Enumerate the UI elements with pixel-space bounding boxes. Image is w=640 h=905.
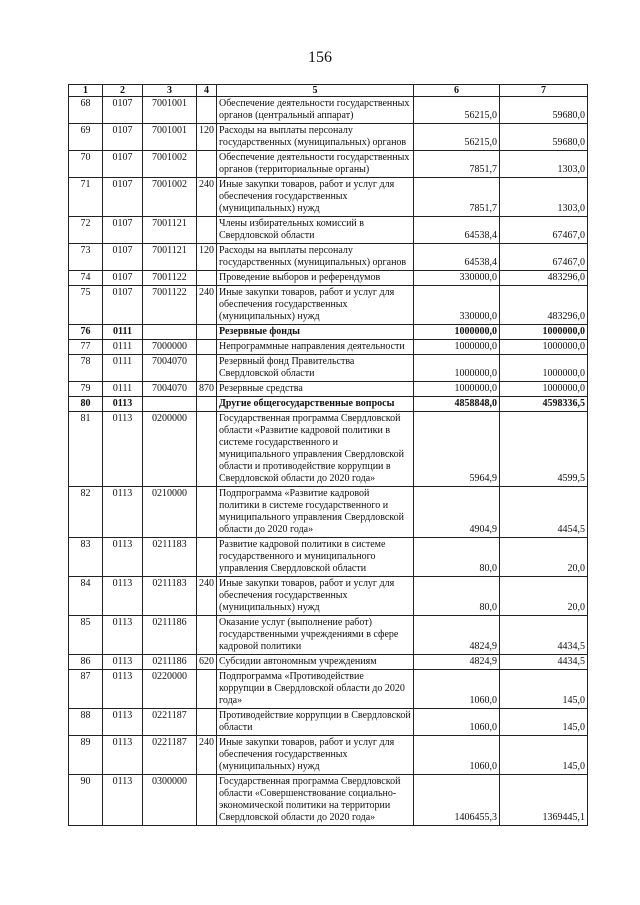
amount-year2-cell: 1303,0 [500,151,588,178]
amount-year1-cell: 4858848,0 [414,397,500,412]
table-row [69,382,588,397]
item-name-cell: Иные закупки товаров, работ и услуг для обеспечения государственных (муниципальных) нужд [217,286,414,325]
table-row [69,538,588,577]
expense-type-cell [197,412,217,487]
target-article-cell [143,397,197,412]
expense-type-cell [197,355,217,382]
target-article-cell: 7001122 [143,271,197,286]
target-article-cell: 0220000 [143,670,197,709]
table-row [69,616,588,655]
target-article-cell: 0211183 [143,577,197,616]
amount-year1-cell: 4824,9 [414,655,500,670]
item-name-cell: Государственная программа Свердловской области «Совершенствование социально-экономической политики на территории Свердловской области до 2020 года» [217,775,414,826]
section-code-cell: 0113 [103,397,143,412]
amount-year2-cell: 67467,0 [500,244,588,271]
section-code-cell: 0111 [103,382,143,397]
target-article-cell: 0210000 [143,487,197,538]
section-code-cell: 0113 [103,670,143,709]
target-article-cell: 0211186 [143,616,197,655]
item-name-cell: Субсидии автономным учреждениям [217,655,414,670]
section-code-cell: 0107 [103,286,143,325]
section-code-cell: 0113 [103,655,143,670]
target-article-cell: 7001122 [143,286,197,325]
item-name-cell: Государственная программа Свердловской области «Развитие кадровой политики в системе государственного и муниципального управления Свердловской области и противодействие коррупции в Свердловской области до 2020 года» [217,412,414,487]
amount-year1-cell: 4824,9 [414,616,500,655]
amount-year1-cell: 56215,0 [414,124,500,151]
section-code-cell: 0107 [103,217,143,244]
amount-year2-cell: 20,0 [500,538,588,577]
expense-type-cell: 240 [197,286,217,325]
col-header-7: 7 [500,85,588,97]
target-article-cell: 7001121 [143,217,197,244]
expense-type-cell [197,325,217,340]
table-row [69,655,588,670]
amount-year1-cell: 64538,4 [414,217,500,244]
amount-year2-cell: 1000000,0 [500,382,588,397]
expense-type-cell: 240 [197,736,217,775]
item-name-cell: Обеспечение деятельности государственных органов (территориальные органы) [217,151,414,178]
target-article-cell: 7000000 [143,340,197,355]
target-article-cell: 0211186 [143,655,197,670]
table-row [69,340,588,355]
table-row [69,286,588,325]
row-number-cell: 87 [69,670,103,709]
section-code-cell: 0111 [103,355,143,382]
item-name-cell: Расходы на выплаты персоналу государственных (муниципальных) органов [217,124,414,151]
amount-year1-cell: 1060,0 [414,670,500,709]
section-code-cell: 0113 [103,412,143,487]
amount-year1-cell: 5964,9 [414,412,500,487]
section-code-cell: 0107 [103,151,143,178]
item-name-cell: Другие общегосударственные вопросы [217,397,414,412]
amount-year1-cell: 330000,0 [414,286,500,325]
item-name-cell: Резервные средства [217,382,414,397]
item-name-cell: Иные закупки товаров, работ и услуг для обеспечения государственных (муниципальных) нужд [217,178,414,217]
section-code-cell: 0107 [103,244,143,271]
col-header-3: 3 [143,85,197,97]
target-article-cell: 7004070 [143,382,197,397]
row-number-cell: 81 [69,412,103,487]
target-article-cell: 0200000 [143,412,197,487]
table-row [69,775,588,826]
item-name-cell: Иные закупки товаров, работ и услуг для обеспечения государственных (муниципальных) нужд [217,736,414,775]
amount-year2-cell: 1000000,0 [500,340,588,355]
section-code-cell: 0113 [103,538,143,577]
col-header-2: 2 [103,85,143,97]
amount-year2-cell: 1000000,0 [500,325,588,340]
amount-year2-cell: 4434,5 [500,655,588,670]
row-number-cell: 88 [69,709,103,736]
section-code-cell: 0107 [103,97,143,124]
table-row [69,217,588,244]
section-code-cell: 0107 [103,271,143,286]
amount-year2-cell: 4598336,5 [500,397,588,412]
table-row [69,97,588,124]
amount-year1-cell: 330000,0 [414,271,500,286]
table-row [69,412,588,487]
section-code-cell: 0113 [103,775,143,826]
target-article-cell: 0300000 [143,775,197,826]
expense-type-cell [197,97,217,124]
row-number-cell: 68 [69,97,103,124]
amount-year1-cell: 64538,4 [414,244,500,271]
target-article-cell [143,325,197,340]
target-article-cell: 7001001 [143,124,197,151]
section-code-cell: 0113 [103,616,143,655]
item-name-cell: Члены избирательных комиссий в Свердловской области [217,217,414,244]
table-row [69,736,588,775]
amount-year2-cell: 1369445,1 [500,775,588,826]
amount-year1-cell: 1000000,0 [414,340,500,355]
target-article-cell: 0221187 [143,709,197,736]
row-number-cell: 85 [69,616,103,655]
section-code-cell: 0113 [103,577,143,616]
table-row [69,355,588,382]
amount-year1-cell: 7851,7 [414,178,500,217]
table-body [69,97,588,826]
target-article-cell: 7001002 [143,151,197,178]
amount-year1-cell: 1000000,0 [414,325,500,340]
table-row [69,151,588,178]
expense-type-cell [197,217,217,244]
amount-year2-cell: 483296,0 [500,286,588,325]
col-header-4: 4 [197,85,217,97]
expense-type-cell [197,616,217,655]
expense-type-cell: 120 [197,244,217,271]
col-header-6: 6 [414,85,500,97]
row-number-cell: 72 [69,217,103,244]
expense-type-cell [197,709,217,736]
section-code-cell: 0111 [103,340,143,355]
amount-year2-cell: 4599,5 [500,412,588,487]
amount-year1-cell: 1000000,0 [414,355,500,382]
item-name-cell: Резервные фонды [217,325,414,340]
expense-type-cell: 240 [197,178,217,217]
target-article-cell: 7001001 [143,97,197,124]
expense-type-cell [197,538,217,577]
amount-year2-cell: 4434,5 [500,616,588,655]
row-number-cell: 79 [69,382,103,397]
row-number-cell: 84 [69,577,103,616]
amount-year1-cell: 56215,0 [414,97,500,124]
item-name-cell: Обеспечение деятельности государственных органов (центральный аппарат) [217,97,414,124]
item-name-cell: Непрограммные направления деятельности [217,340,414,355]
item-name-cell: Оказание услуг (выполнение работ) государственными учреждениями в сфере кадровой политики [217,616,414,655]
amount-year2-cell: 483296,0 [500,271,588,286]
expense-type-cell [197,487,217,538]
section-code-cell: 0107 [103,124,143,151]
section-code-cell: 0113 [103,709,143,736]
amount-year2-cell: 4454,5 [500,487,588,538]
row-number-cell: 76 [69,325,103,340]
section-code-cell: 0107 [103,178,143,217]
amount-year2-cell: 59680,0 [500,97,588,124]
expense-type-cell [197,271,217,286]
row-number-cell: 73 [69,244,103,271]
amount-year2-cell: 145,0 [500,736,588,775]
expense-type-cell: 620 [197,655,217,670]
table-row [69,397,588,412]
row-number-cell: 83 [69,538,103,577]
budget-table [68,84,588,826]
row-number-cell: 90 [69,775,103,826]
table-row [69,178,588,217]
expense-type-cell: 870 [197,382,217,397]
amount-year1-cell: 1060,0 [414,709,500,736]
amount-year1-cell: 7851,7 [414,151,500,178]
item-name-cell: Расходы на выплаты персоналу государственных (муниципальных) органов [217,244,414,271]
item-name-cell: Подпрограмма «Развитие кадровой политики в системе государственного и муниципального управления Свердловской области до 2020 года» [217,487,414,538]
expense-type-cell [197,151,217,178]
target-article-cell: 0221187 [143,736,197,775]
amount-year1-cell: 1000000,0 [414,382,500,397]
target-article-cell: 7001002 [143,178,197,217]
row-number-cell: 89 [69,736,103,775]
amount-year2-cell: 145,0 [500,709,588,736]
item-name-cell: Подпрограмма «Противодействие коррупции в Свердловской области до 2020 года» [217,670,414,709]
row-number-cell: 80 [69,397,103,412]
table-row [69,487,588,538]
expense-type-cell: 120 [197,124,217,151]
item-name-cell: Резервный фонд Правительства Свердловской области [217,355,414,382]
section-code-cell: 0113 [103,736,143,775]
item-name-cell: Развитие кадровой политики в системе государственного и муниципального управления Свердловской области [217,538,414,577]
amount-year1-cell: 4904,9 [414,487,500,538]
table-row [69,124,588,151]
table-row [69,670,588,709]
table-row [69,709,588,736]
amount-year2-cell: 145,0 [500,670,588,709]
row-number-cell: 69 [69,124,103,151]
amount-year1-cell: 1406455,3 [414,775,500,826]
amount-year1-cell: 1060,0 [414,736,500,775]
section-code-cell: 0111 [103,325,143,340]
row-number-cell: 75 [69,286,103,325]
item-name-cell: Противодействие коррупции в Свердловской области [217,709,414,736]
row-number-cell: 78 [69,355,103,382]
target-article-cell: 0211183 [143,538,197,577]
row-number-cell: 74 [69,271,103,286]
expense-type-cell [197,670,217,709]
amount-year2-cell: 20,0 [500,577,588,616]
row-number-cell: 82 [69,487,103,538]
row-number-cell: 77 [69,340,103,355]
page-number: 156 [308,49,332,66]
row-number-cell: 70 [69,151,103,178]
col-header-5: 5 [217,85,414,97]
table-row [69,325,588,340]
item-name-cell: Проведение выборов и референдумов [217,271,414,286]
expense-type-cell [197,397,217,412]
amount-year1-cell: 80,0 [414,577,500,616]
row-number-cell: 71 [69,178,103,217]
expense-type-cell [197,340,217,355]
amount-year1-cell: 80,0 [414,538,500,577]
table-header-row [69,85,588,97]
expense-type-cell: 240 [197,577,217,616]
amount-year2-cell: 67467,0 [500,217,588,244]
section-code-cell: 0113 [103,487,143,538]
table-row [69,244,588,271]
expense-type-cell [197,775,217,826]
col-header-1: 1 [69,85,103,97]
target-article-cell: 7004070 [143,355,197,382]
amount-year2-cell: 1303,0 [500,178,588,217]
target-article-cell: 7001121 [143,244,197,271]
row-number-cell: 86 [69,655,103,670]
amount-year2-cell: 59680,0 [500,124,588,151]
table-row [69,271,588,286]
item-name-cell: Иные закупки товаров, работ и услуг для обеспечения государственных (муниципальных) нужд [217,577,414,616]
table-row [69,577,588,616]
amount-year2-cell: 1000000,0 [500,355,588,382]
